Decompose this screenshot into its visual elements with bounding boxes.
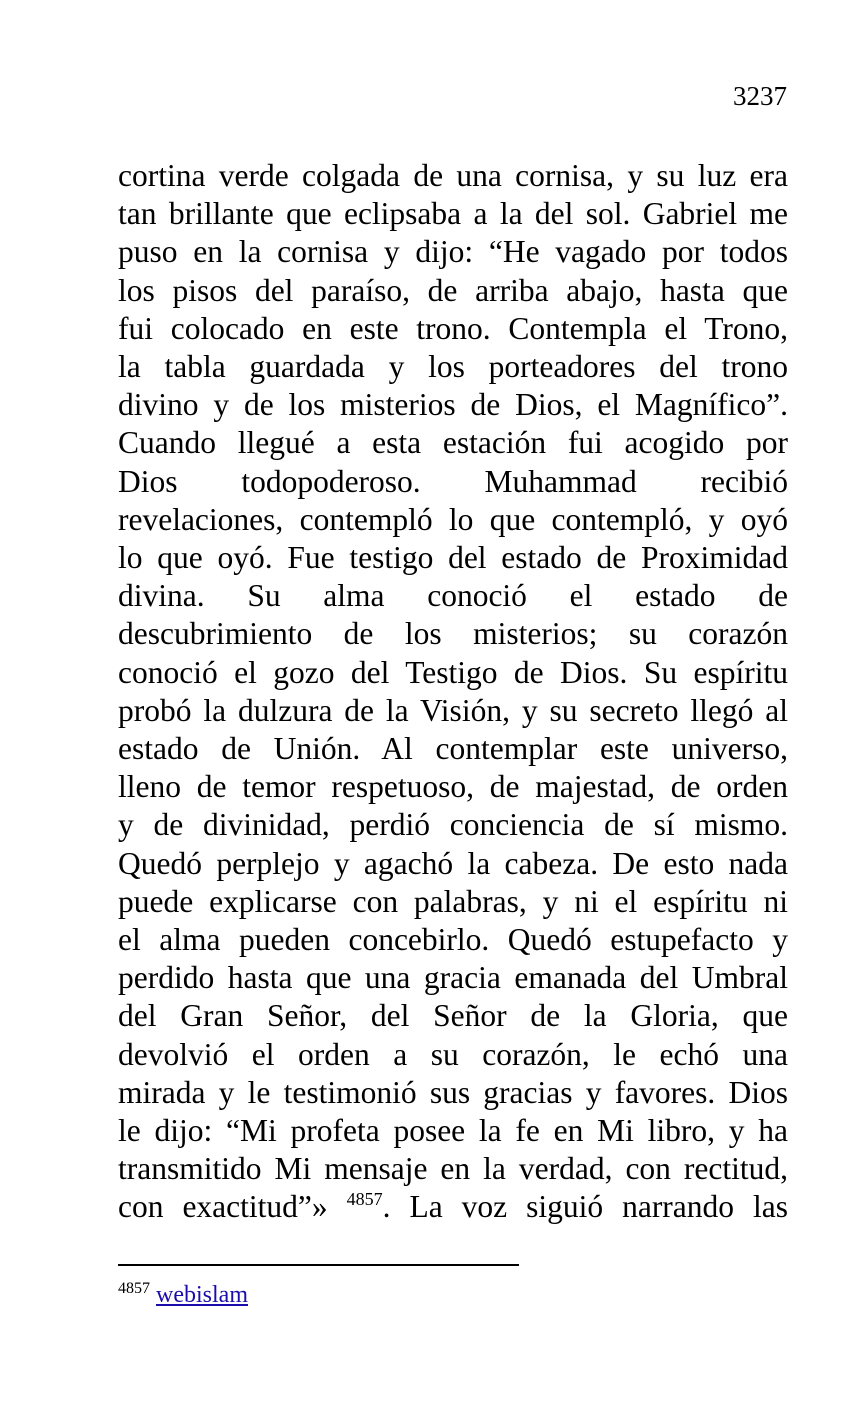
text-line: mirada y le testimonió sus gracias y favores. Dios (118, 1074, 788, 1110)
text-line: del Gran Señor, del Señor de la Gloria, que (118, 998, 788, 1034)
footnote-divider (118, 1264, 519, 1266)
text-line: transmitido Mi mensaje en la verdad, con rectitud, (118, 1151, 788, 1187)
text-line: los pisos del paraíso, de arriba abajo, hasta que (118, 272, 788, 308)
text-line: estado de Unión. Al contemplar este universo, (118, 731, 788, 767)
text-line: y de divinidad, perdió conciencia de sí mismo. (118, 807, 788, 843)
text-line: el alma pueden concebirlo. Quedó estupefacto y (118, 922, 788, 958)
text-line: la tabla guardada y los porteadores del trono (118, 349, 788, 385)
text-line: divino y de los misterios de Dios, el Magnífico”. (118, 387, 788, 423)
footnote (118, 1280, 248, 1310)
text-line: probó la dulzura de la Visión, y su secreto llegó al (118, 692, 788, 728)
text-line: Dios todopoderoso. Muhammad recibió (118, 463, 788, 499)
final-line-end: . La voz siguió narrando las (382, 1189, 788, 1225)
text-line: tan brillante que eclipsaba a la del sol. Gabriel me (118, 196, 788, 232)
text-line-final (118, 1188, 788, 1226)
page-number: 3237 (733, 81, 787, 111)
text-line: Cuando llegué a esta estación fui acogido por (118, 425, 788, 461)
text-line: lo que oyó. Fue testigo del estado de Proximidad (118, 540, 788, 576)
footnote-reference[interactable]: 4857 (346, 1189, 383, 1210)
body-text (118, 157, 788, 1227)
text-line: Quedó perplejo y agachó la cabeza. De esto nada (118, 845, 788, 881)
text-line: conoció el gozo del Testigo de Dios. Su espíritu (118, 654, 788, 690)
final-line-start: con exactitud”» (118, 1189, 347, 1225)
text-line: devolvió el orden a su corazón, le echó una (118, 1036, 788, 1072)
text-line: lleno de temor respetuoso, de majestad, de orden (118, 769, 788, 805)
text-line: descubrimiento de los misterios; su corazón (118, 616, 788, 652)
text-line: fui colocado en este trono. Contempla el Trono, (118, 310, 788, 346)
text-line: divina. Su alma conoció el estado de (118, 578, 788, 614)
text-line: revelaciones, contempló lo que contempló, y oyó (118, 501, 788, 537)
text-line: le dijo: “Mi profeta posee la fe en Mi libro, y ha (118, 1113, 788, 1149)
footnote-link[interactable]: webislam (156, 1282, 248, 1308)
text-line: puede explicarse con palabras, y ni el espíritu ni (118, 883, 788, 919)
text-line: puso en la cornisa y dijo: “He vagado por todos (118, 234, 788, 270)
footnote-number: 4857 (118, 1280, 150, 1297)
text-line: cortina verde colgada de una cornisa, y su luz era (118, 158, 788, 193)
text-line: perdido hasta que una gracia emanada del Umbral (118, 960, 788, 996)
